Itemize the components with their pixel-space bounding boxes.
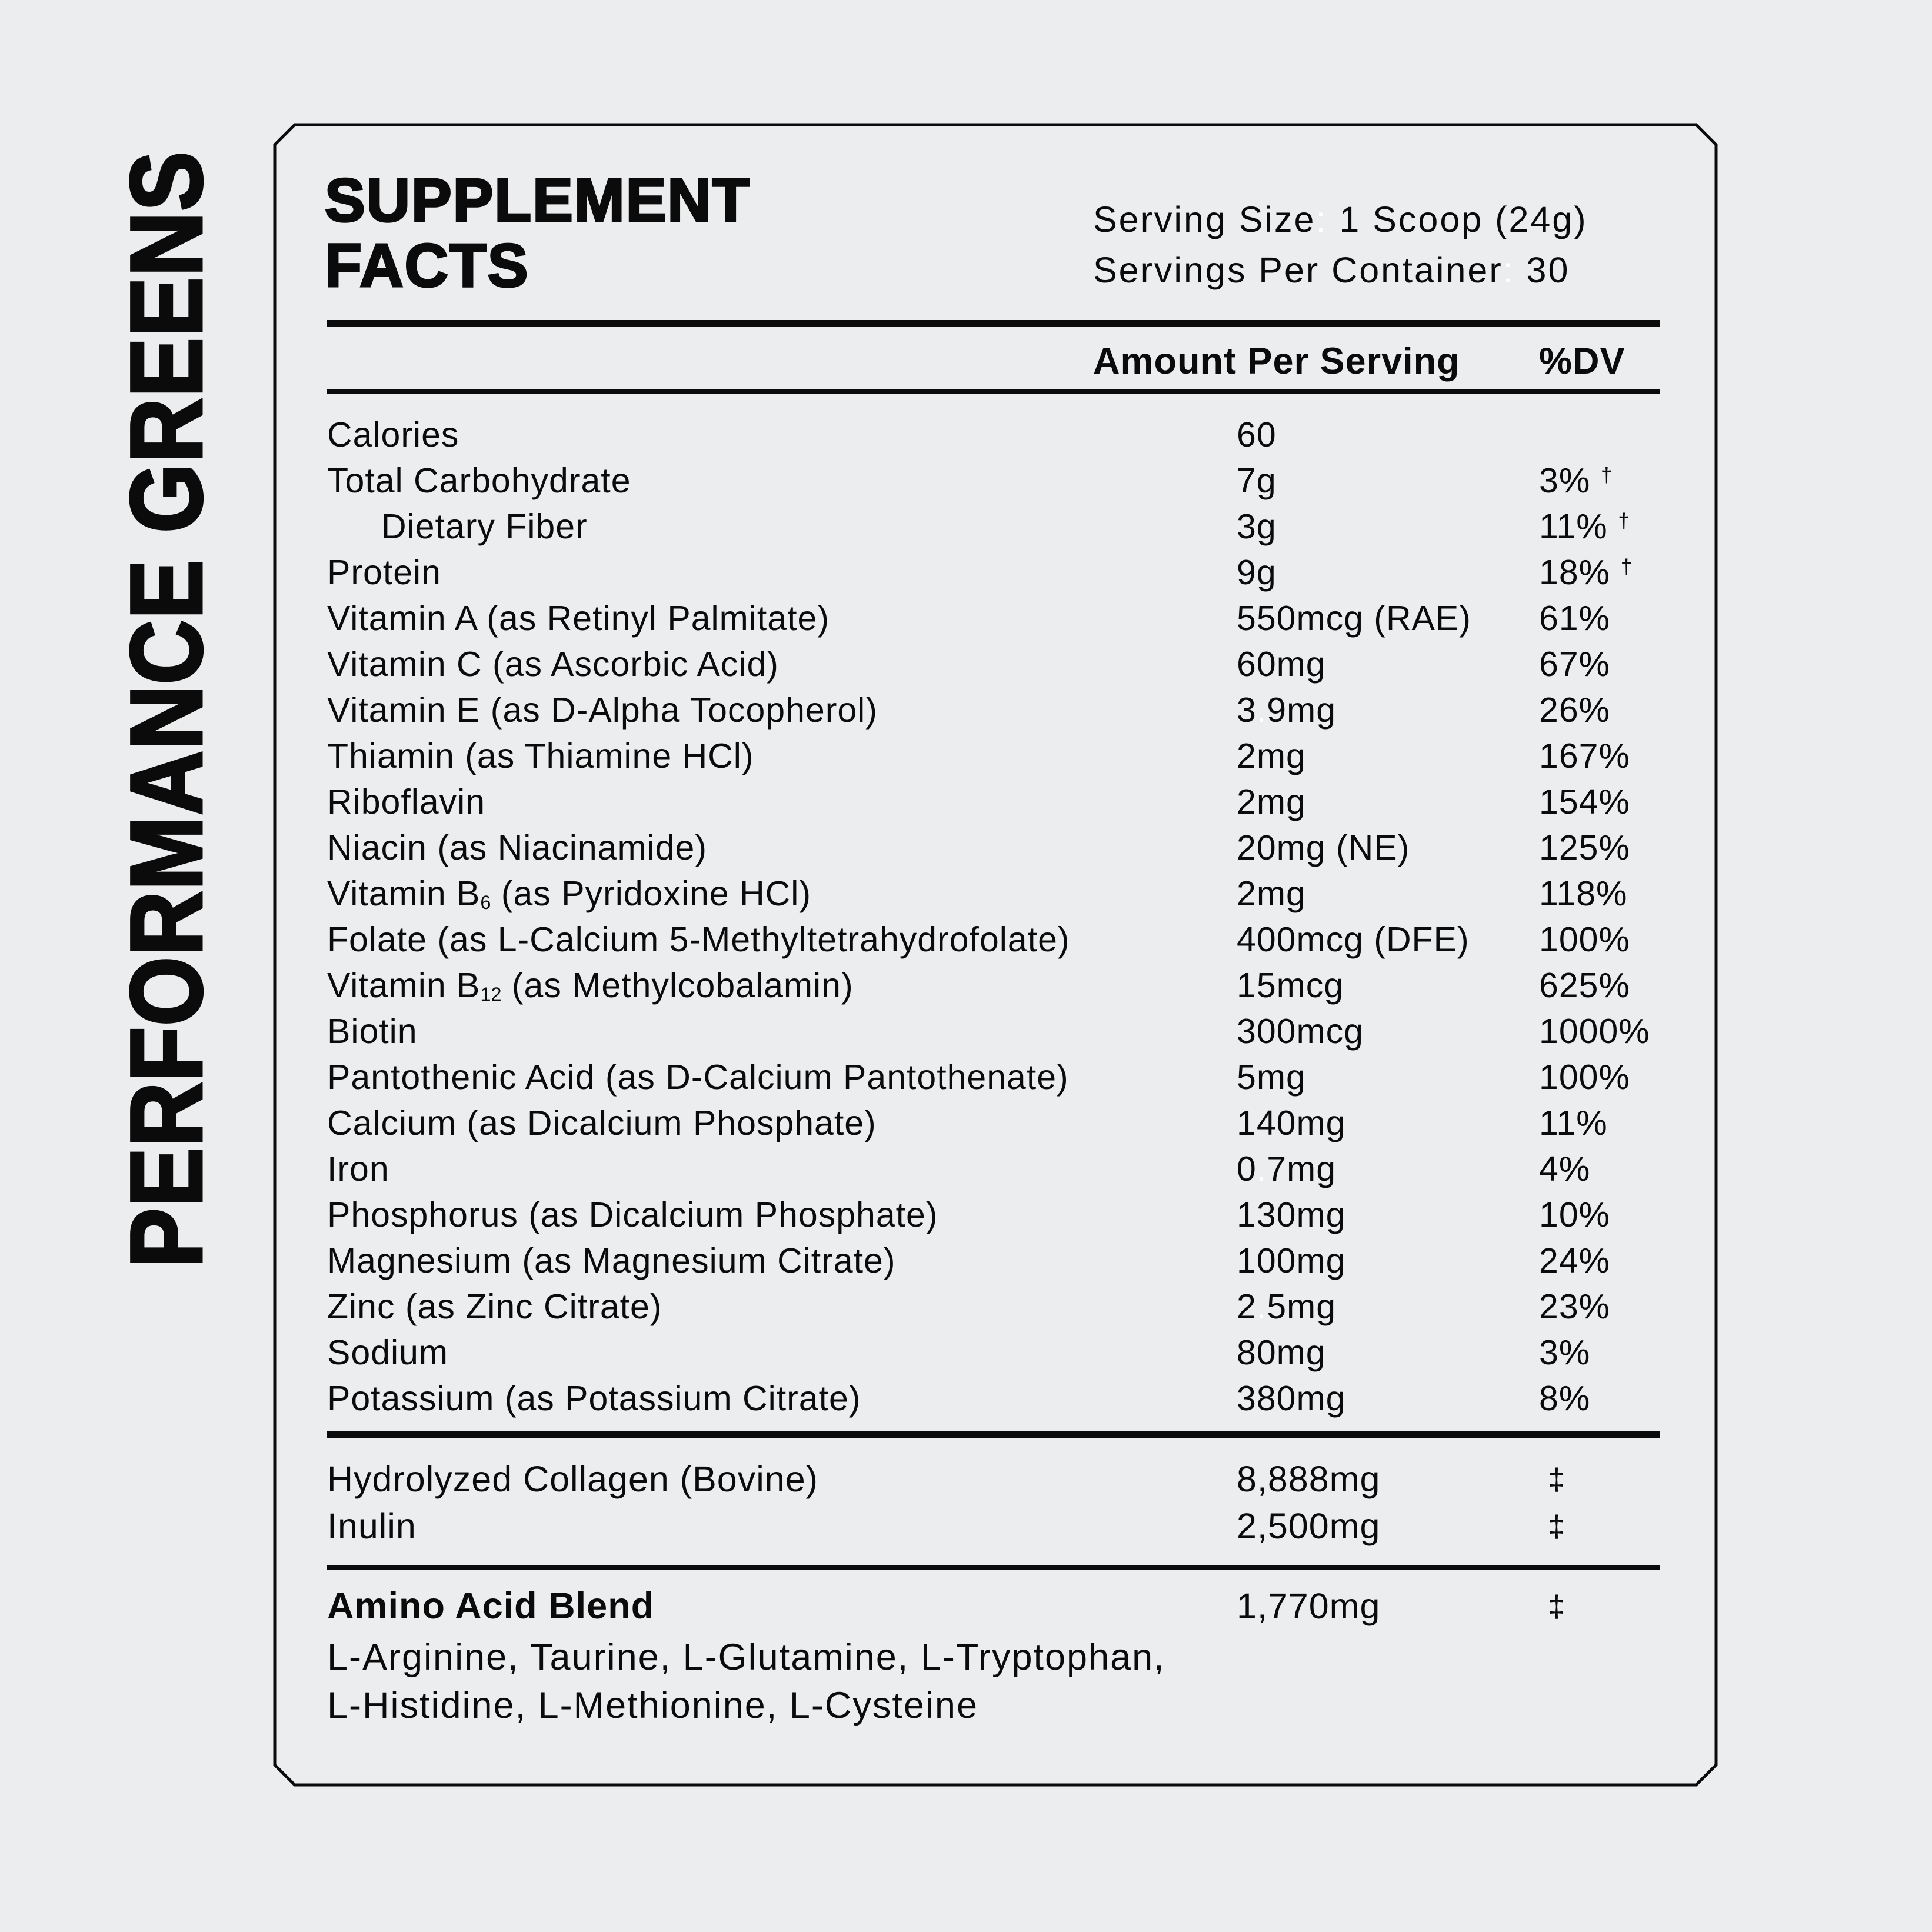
nutrient-dv-value: 3% (1539, 461, 1591, 500)
nutrient-name (327, 1054, 1069, 1105)
table-row (327, 1284, 1660, 1330)
nutrient-name (327, 1192, 938, 1243)
table-row (327, 1455, 1660, 1503)
nutrient-dv-value: 118% (1539, 874, 1628, 913)
nutrient-name (327, 962, 854, 1014)
nutrient-dv (1539, 825, 1641, 875)
table-row (327, 1238, 1660, 1284)
nutrient-dv-value: 4% (1539, 1150, 1591, 1188)
serving-info (1093, 194, 1588, 295)
nutrient-dv-value: 26% (1539, 691, 1611, 730)
blend-ingredients-line1: L-Arginine, Taurine, L-Glutamine, L-Tryptophan, (327, 1637, 1165, 1678)
nutrient-dv-value: 167% (1539, 737, 1630, 775)
nutrient-name-text: Biotin (327, 1012, 418, 1051)
table-row (327, 962, 1660, 1008)
nutrient-name-text: Protein (327, 553, 441, 592)
blend-row (327, 1581, 1660, 1631)
nutrient-name (327, 549, 441, 601)
nutrient-name (327, 779, 485, 830)
nutrient-dv (1539, 1284, 1621, 1334)
nutrient-name-text: Niacin (as Niacinamide) (327, 828, 707, 867)
nutrient-amount: 140mg (1237, 1104, 1346, 1142)
nutrient-amount: 100mg (1237, 1241, 1346, 1280)
table-row (327, 779, 1660, 825)
nutrient-dv (1539, 1192, 1621, 1243)
nutrient-dv (1539, 687, 1621, 738)
nutrient-dv (1539, 1375, 1601, 1426)
nutrient-name (327, 458, 631, 509)
table-row (327, 687, 1660, 733)
nutrient-name (327, 1503, 417, 1556)
brand-name: PERFORMANCE GREENS (110, 151, 223, 1268)
blend-ingredients-line2: L-Histidine, L-Methionine, L-Cysteine (327, 1685, 978, 1726)
nutrient-name (327, 412, 459, 463)
nutrient-amount: 7g (1237, 461, 1277, 500)
nutrient-amount: 2mg (1237, 782, 1306, 821)
nutrient-name-text: Pantothenic Acid (as D-Calcium Pantothenate) (327, 1058, 1069, 1097)
nutrient-amount: 20mg (NE) (1237, 828, 1410, 867)
dagger-mark: ‡ (1548, 1509, 1566, 1544)
nutrient-dv (1539, 595, 1621, 646)
nutrient-name (327, 733, 754, 784)
nutrient-dv-value: 24% (1539, 1241, 1611, 1280)
title-line1: SUPPLEMENT (325, 166, 751, 235)
nutrient-dv (1539, 1008, 1660, 1059)
nutrient-name-text: Potassium (as Potassium Citrate) (327, 1379, 861, 1418)
nutrient-name (327, 1100, 877, 1151)
nutrient-name (327, 641, 779, 692)
nutrient-amount: 3g (1237, 507, 1277, 546)
nutrient-name-rest: (as Pyridoxine HCl) (491, 874, 812, 913)
nutrient-amount: 380mg (1237, 1379, 1346, 1418)
nutrient-name-text: Riboflavin (327, 782, 486, 821)
serving-size: Serving Size: 1 Scoop (24g) (1093, 199, 1588, 239)
nutrient-dv-value: 625% (1539, 966, 1630, 1005)
table-row (327, 825, 1660, 871)
nutrient-dv (1539, 504, 1630, 554)
dagger-mark: † (1620, 555, 1633, 579)
nutrient-name (327, 871, 811, 922)
nutrient-amount: 550mcg (RAE) (1237, 599, 1471, 638)
nutrient-amount: 130mg (1237, 1195, 1346, 1234)
nutrient-name (327, 1330, 448, 1381)
nutrient-name (327, 595, 830, 647)
nutrient-amount: 2mg (1237, 737, 1306, 775)
table-row (327, 1192, 1660, 1238)
nutrient-name-text: Folate (as L-Calcium 5-Methyltetrahydrofolate) (327, 920, 1070, 959)
table-row (327, 1146, 1660, 1192)
divider-below-header (327, 389, 1660, 394)
nutrient-dv-value: 154% (1539, 782, 1630, 821)
nutrient-dv-value: 10% (1539, 1195, 1611, 1234)
nutrient-dv (1539, 917, 1641, 967)
nutrient-amount: 5mg (1237, 1058, 1306, 1097)
table-row (327, 1054, 1660, 1100)
table-row (327, 1503, 1660, 1550)
nutrient-name-subscript: 6 (480, 891, 491, 913)
nutrient-dv (1539, 1100, 1618, 1151)
page-title (325, 168, 750, 299)
nutrient-amount: 8,888mg (1237, 1459, 1381, 1499)
dagger-mark: † (1600, 463, 1613, 487)
nutrient-amount: 3.9mg (1237, 691, 1337, 730)
nutrient-dv (1539, 1146, 1601, 1197)
nutrient-name-subscript: 12 (480, 983, 502, 1005)
nutrient-name-text: Iron (327, 1150, 389, 1188)
nutrient-name (381, 504, 588, 555)
nutrient-name (327, 1284, 662, 1335)
nutrient-dv (1539, 1503, 1565, 1551)
nutrient-dv (1539, 962, 1641, 1013)
nutrient-name-text: Phosphorus (as Dicalcium Phosphate) (327, 1195, 938, 1234)
nutrient-name (327, 917, 1070, 968)
double-dagger-mark: ‡ (1548, 1589, 1566, 1624)
nutrient-name (327, 1455, 818, 1509)
nutrient-dv (1539, 1330, 1601, 1380)
nutrient-dv-value: 61% (1539, 599, 1611, 638)
dagger-mark: † (1618, 509, 1631, 533)
nutrient-dv-value: 18% (1539, 553, 1611, 592)
nutrient-name-text: Hydrolyzed Collagen (Bovine) (327, 1459, 818, 1499)
nutrient-dv (1539, 458, 1613, 508)
table-row (327, 733, 1660, 779)
dagger-mark: ‡ (1548, 1462, 1566, 1497)
table-row (327, 458, 1660, 504)
nutrient-dv (1539, 412, 1550, 462)
nutrient-dv (1539, 733, 1641, 784)
nutrient-amount: 300mcg (1237, 1012, 1364, 1051)
nutrient-dv (1539, 1054, 1641, 1105)
nutrient-amount: 60 (1237, 415, 1277, 454)
nutrient-name (327, 1238, 896, 1289)
blend-name: Amino Acid Blend (327, 1585, 655, 1627)
nutrient-dv-value: 67% (1539, 645, 1611, 684)
table-row (327, 917, 1660, 962)
blend-dv (1539, 1581, 1565, 1633)
nutrient-amount: 400mcg (DFE) (1237, 920, 1470, 959)
nutrient-amount: 9g (1237, 553, 1277, 592)
nutrient-name-rest: (as Methylcobalamin) (501, 966, 854, 1005)
table-row (327, 412, 1660, 458)
table-row (327, 641, 1660, 687)
title-line2: FACTS (325, 232, 529, 300)
nutrient-dv-value: 11% (1539, 507, 1608, 546)
table-row (327, 1330, 1660, 1375)
table-row (327, 549, 1660, 595)
nutrient-name (327, 1375, 861, 1427)
nutrient-name (327, 825, 707, 876)
blend-ingredient-list (327, 1633, 1165, 1730)
nutrient-dv-value: 3% (1539, 1333, 1591, 1372)
blend-amount: 1,770mg (1237, 1586, 1381, 1626)
nutrient-dv-value: 125% (1539, 828, 1630, 867)
divider-above-blend (327, 1565, 1660, 1570)
table-row (327, 504, 1660, 549)
nutrient-table (327, 412, 1660, 1421)
nutrient-name-text: Calories (327, 415, 459, 454)
nutrient-dv (1539, 549, 1633, 600)
column-header-amount: Amount Per Serving (1093, 341, 1460, 382)
nutrient-dv (1539, 871, 1638, 921)
nutrient-dv-value: 11% (1539, 1104, 1608, 1142)
nutrient-amount: 2,500mg (1237, 1506, 1381, 1546)
nutrient-dv-value: 100% (1539, 1058, 1630, 1097)
nutrient-dv-value: 1000% (1539, 1012, 1650, 1051)
nutrient-name-text: Zinc (as Zinc Citrate) (327, 1287, 662, 1326)
nutrient-name-text: Vitamin C (as Ascorbic Acid) (327, 645, 779, 684)
nutrient-amount: 60mg (1237, 645, 1326, 684)
nutrient-dv (1539, 1455, 1565, 1504)
table-row (327, 871, 1660, 917)
nutrient-amount: 2mg (1237, 874, 1306, 913)
nutrient-name (327, 1146, 389, 1197)
nutrient-name-text: Thiamin (as Thiamine HCl) (327, 737, 754, 775)
nutrient-name-text: Vitamin B (327, 966, 481, 1005)
nutrient-name-text: Sodium (327, 1333, 449, 1372)
nutrient-amount: 15mcg (1237, 966, 1344, 1005)
nutrient-amount: 2.5mg (1237, 1287, 1337, 1326)
nutrient-amount: 0.7mg (1237, 1150, 1337, 1188)
table-row (327, 1375, 1660, 1421)
nutrient-name-text: Vitamin E (as D-Alpha Tocopherol) (327, 691, 878, 730)
nutrient-dv-value: 100% (1539, 920, 1630, 959)
table-row (327, 1008, 1660, 1054)
nutrient-name (327, 687, 878, 738)
nutrient-amount: 80mg (1237, 1333, 1326, 1372)
table-row (327, 1100, 1660, 1146)
nutrient-name-text: Magnesium (as Magnesium Citrate) (327, 1241, 896, 1280)
nutrient-dv (1539, 1238, 1621, 1288)
nutrient-name (327, 1008, 418, 1060)
column-header-dv: %DV (1539, 341, 1625, 382)
nutrient-name-text: Inulin (327, 1506, 417, 1546)
table-row (327, 595, 1660, 641)
nutrient-dv-value: 8% (1539, 1379, 1591, 1418)
nutrient-name-text: Vitamin A (as Retinyl Palmitate) (327, 599, 830, 638)
nutrient-name-text: Calcium (as Dicalcium Phosphate) (327, 1104, 877, 1142)
divider-thick-top (327, 320, 1660, 327)
nutrient-dv-value: 23% (1539, 1287, 1611, 1326)
servings-per-container: Servings Per Container: 30 (1093, 250, 1570, 290)
nutrient-dv (1539, 779, 1641, 830)
nutrient-name-text: Total Carbohydrate (327, 461, 631, 500)
nutrient-name-text: Vitamin B (327, 874, 481, 913)
divider-above-collagen (327, 1431, 1660, 1438)
brand-vertical-text (110, 122, 223, 1296)
nutrient-dv (1539, 641, 1621, 692)
nutrient-name-text: Dietary Fiber (381, 507, 588, 546)
other-ingredients-table (327, 1455, 1660, 1550)
